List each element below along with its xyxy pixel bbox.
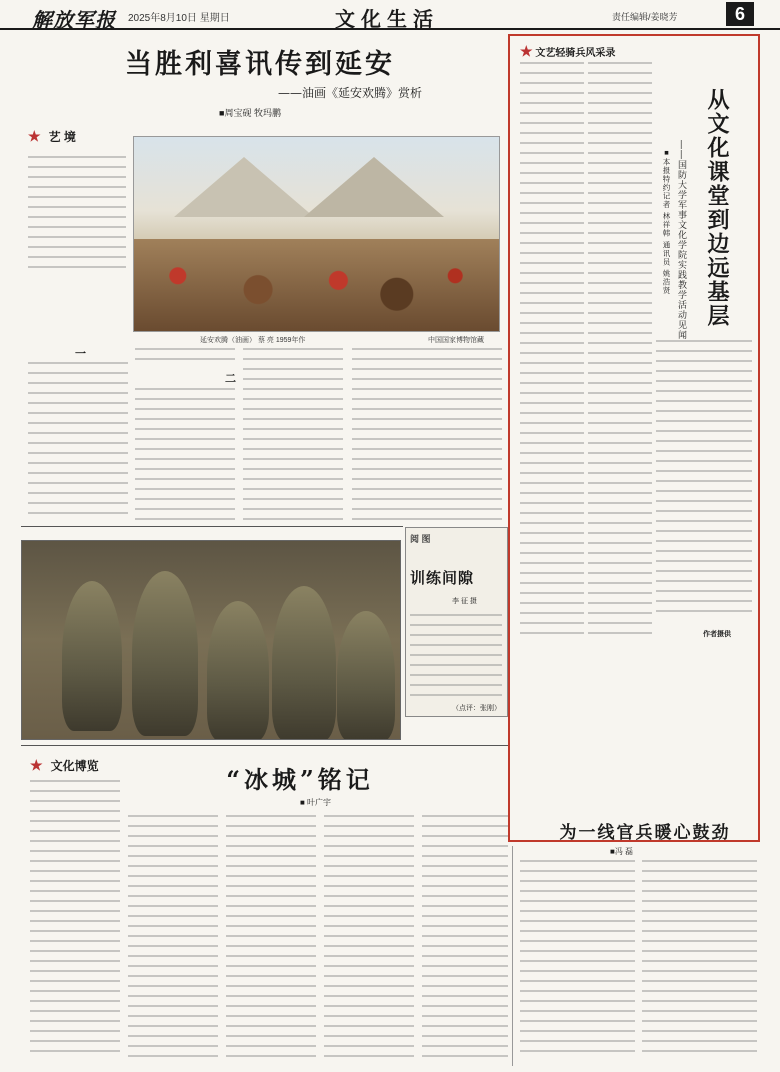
soldier-figure [207, 601, 269, 740]
section-divider [21, 745, 508, 746]
lower-article-author: ■冯 磊 [610, 847, 634, 856]
photo-commentary-credit: （点评：张刚） [452, 705, 501, 712]
culture-article-col-4 [324, 815, 414, 1060]
training-photo[interactable] [21, 540, 401, 740]
soldier-figure [337, 611, 395, 740]
feature-col-3 [656, 340, 752, 620]
section-number: 二 [225, 372, 236, 385]
feature-box-label-text: 文艺轻骑兵风采录 [535, 48, 616, 59]
feature-subtitle: ——国防大学军事文化学院实践教学活动见闻 [677, 140, 687, 340]
photo-column-label: 阅 图 [410, 534, 431, 544]
culture-article-col-2 [128, 815, 218, 1060]
editor-credit: 责任编辑/姜晓芳 [612, 12, 678, 22]
section-label-culture [30, 757, 99, 774]
painting-caption: 延安欢腾（油画） 蔡 亮 1959年作 [200, 337, 306, 344]
section-label-art [28, 128, 76, 145]
photo-commentary-text [410, 614, 502, 704]
soldier-figure [62, 581, 122, 731]
feature-box-label [520, 43, 615, 60]
section-label-text: 艺 境 [48, 130, 76, 144]
culture-article-col-5 [422, 815, 508, 1060]
star-icon: ★ [28, 128, 41, 144]
lower-article-col-1 [520, 860, 635, 1060]
main-article-body-col-3 [243, 348, 343, 522]
feature-col-2 [588, 62, 652, 642]
soldier-figure [132, 571, 198, 736]
masthead [0, 0, 780, 30]
culture-article-col-1 [30, 780, 120, 1060]
star-icon: ★ [520, 43, 533, 59]
newspaper-name: 解放军报 [32, 8, 116, 32]
photo-commentary-box [405, 527, 508, 717]
page-number: 6 [726, 2, 754, 26]
painting-image[interactable] [133, 136, 500, 332]
star-icon: ★ [30, 757, 43, 773]
soldier-figure [272, 586, 336, 740]
main-article-body-col-2b [135, 388, 235, 522]
culture-article-author: ■ 叶广宇 [300, 798, 332, 807]
main-article-lead-text [28, 156, 126, 276]
painting-credit: 中国国家博物馆藏 [428, 337, 484, 344]
main-article-author: ■周宝砚 牧玛鹏 [219, 108, 281, 118]
culture-article-title[interactable]: “冰城”铭记 [226, 765, 374, 794]
lower-article-title[interactable]: 为一线官兵暖心鼓劲 [559, 823, 731, 843]
feature-byline: ■本报特约记者 林祥韩 通讯员 姚浩贤 [662, 148, 671, 295]
mountain-shape [174, 157, 314, 217]
section-label-text: 文化博览 [50, 759, 99, 773]
main-article-body-col-1 [28, 362, 128, 522]
photo-author: 李 征 摄 [452, 598, 477, 605]
photo-title[interactable]: 训练间隙 [410, 569, 475, 587]
main-article-body-col-2a [135, 348, 235, 368]
lower-article-col-2 [642, 860, 757, 1060]
feature-title[interactable]: 从文化课堂到边远基层 [704, 88, 730, 328]
section-title: 文化生活 [335, 7, 439, 31]
section-number: 一 [75, 347, 86, 360]
culture-article-col-3 [226, 815, 316, 1060]
section-divider [21, 526, 403, 527]
column-divider [512, 846, 513, 1066]
mountain-shape [304, 157, 444, 217]
feature-col-1 [520, 62, 584, 642]
main-article-title[interactable]: 当胜利喜讯传到延安 [125, 49, 395, 80]
main-article-body-col-4 [352, 348, 502, 522]
issue-date: 2025年8月10日 星期日 [128, 13, 230, 24]
crowd-scene [134, 239, 499, 331]
main-article-subtitle: ——油画《延安欢腾》赏析 [277, 86, 422, 100]
feature-photo-credit: 作者摄供 [703, 631, 731, 638]
